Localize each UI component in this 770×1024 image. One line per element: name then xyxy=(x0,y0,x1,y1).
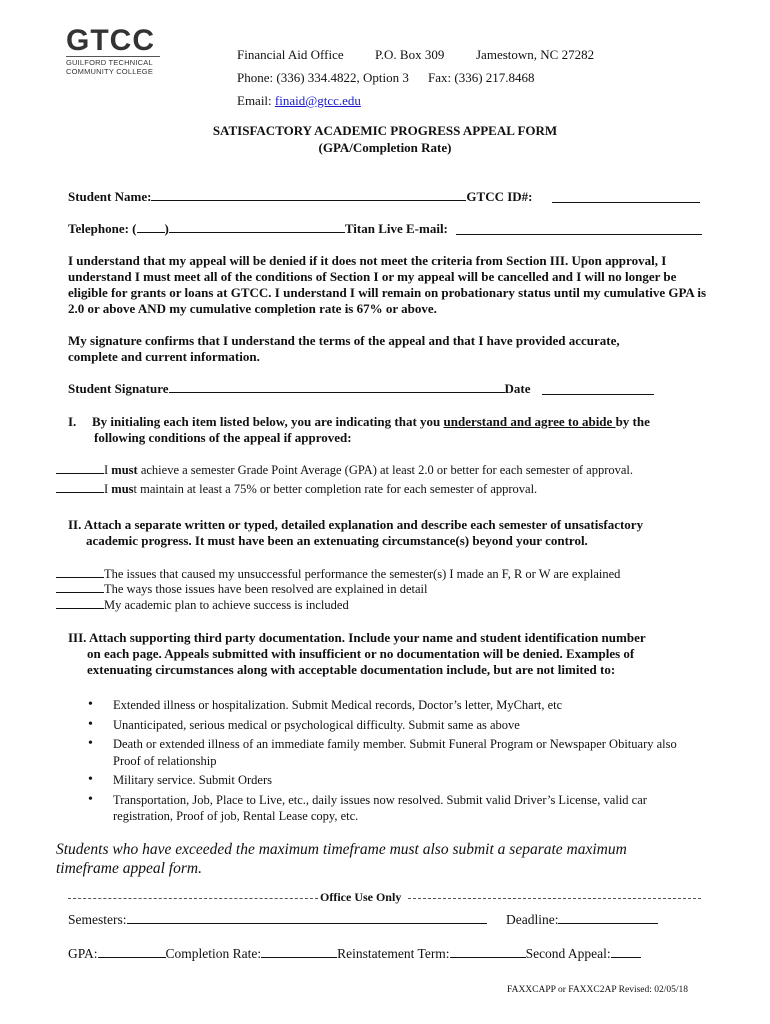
section1-intro-underlined: understand and agree to abide xyxy=(443,414,616,429)
list-item: • Death or extended illness of an immediate family member. Submit Funeral Program or Newspaper Obituary also Proof of relationship xyxy=(88,736,700,769)
second-appeal-label: Second Appeal: xyxy=(525,946,611,961)
student-name-label: Student Name: xyxy=(68,189,152,204)
max-timeframe-note: Students who have exceeded the maximum timeframe must also submit a separate maximum timeframe appeal form. xyxy=(56,841,627,877)
section2-item-3: My academic plan to achieve success is included xyxy=(56,598,349,613)
section2-line2: academic progress. It must have been an extenuating circumstance(s) beyond your control. xyxy=(86,533,588,548)
list-item: • Transportation, Job, Place to Live, etc., daily issues now resolved. Submit valid Driver’s License, valid car registration, Proof of job, Rental Lease copy, etc. xyxy=(88,792,688,825)
titan-email-label: Titan Live E-mail: xyxy=(344,221,448,236)
logo-line2: COMMUNITY COLLEGE xyxy=(66,67,154,76)
semesters-field[interactable] xyxy=(127,911,487,924)
office-use-label: Office Use Only xyxy=(320,890,402,904)
completion-rate-field[interactable] xyxy=(261,945,337,958)
list-item: • Military service. Submit Orders xyxy=(88,772,728,789)
semesters-label: Semesters: xyxy=(68,912,127,927)
student-name-row xyxy=(68,189,533,205)
section1-intro xyxy=(92,414,650,430)
gpa-label: GPA: xyxy=(68,946,98,961)
divider-right xyxy=(408,898,701,899)
list-item: • Extended illness or hospitalization. Submit Medical records, Doctor’s letter, MyChart, etc xyxy=(88,697,728,714)
po-box: P.O. Box 309 xyxy=(375,47,445,62)
logo-rule xyxy=(66,56,160,57)
section3-line2: on each page. Appeals submitted with insufficient or no documentation will be denied. Examples of xyxy=(87,646,635,661)
section2-item-2: The ways those issues have been resolved are explained in detail xyxy=(56,582,428,597)
telephone-field[interactable] xyxy=(169,221,345,233)
gtcc-id-label: GTCC ID#: xyxy=(466,189,533,204)
section3-line1: III. Attach supporting third party documentation. Include your name and student identification number xyxy=(68,630,646,645)
understand-paragraph: I understand that my appeal will be denied if it does not meet the criteria from Section III. Upon approval, I understand I must meet all of the conditions of Section I or my appeal will be cancelled and I will no longer be eligible for grants or loans at GTCC. I understand I will remain on probationary status until my cumulative GPA is 2.0 or above AND my cumulative completion rate is 67% or above. xyxy=(68,253,707,316)
initial-field-resolved[interactable] xyxy=(56,582,104,593)
section1-intro-line2: following conditions of the appeal if approved: xyxy=(94,430,352,445)
signature-field[interactable] xyxy=(169,381,505,393)
phone-number: Phone: (336) 334.4822, Option 3 xyxy=(237,70,409,85)
date-field[interactable] xyxy=(542,383,654,395)
second-appeal-field[interactable] xyxy=(611,945,641,958)
initial-field-plan[interactable] xyxy=(56,598,104,609)
signature-row xyxy=(68,381,531,397)
signature-paragraph: My signature confirms that I understand the terms of the appeal and that I have provided accurate, complete and current information. xyxy=(68,333,620,364)
semesters-row xyxy=(68,911,487,928)
section1-item-completion: I must maintain at least a 75% or better completion rate for each semester of approval. xyxy=(56,482,537,497)
email-link[interactable]: finaid@gtcc.edu xyxy=(274,93,361,108)
city-address: Jamestown, NC 27282 xyxy=(476,47,595,62)
list-item: • Unanticipated, serious medical or psychological difficulty. Submit same as above xyxy=(88,717,728,734)
student-name-field[interactable] xyxy=(151,189,466,201)
section2-line1: II. Attach a separate written or typed, detailed explanation and describe each semester of unsatisfactory xyxy=(68,517,644,532)
deadline-label: Deadline: xyxy=(506,912,559,927)
date-label: Date xyxy=(504,381,531,396)
telephone-row xyxy=(68,221,448,237)
office-use-divider xyxy=(68,890,701,906)
divider-left xyxy=(68,898,318,899)
initial-field-completion[interactable] xyxy=(56,482,104,493)
initial-field-issues[interactable] xyxy=(56,567,104,578)
form-subtitle: (GPA/Completion Rate) xyxy=(318,140,452,155)
reinstatement-term-label: Reinstatement Term: xyxy=(337,946,450,961)
office-name: Financial Aid Office xyxy=(237,47,344,62)
section1-intro-a: By initialing each item listed below, you are indicating that you xyxy=(92,414,444,429)
form-title: SATISFACTORY ACADEMIC PROGRESS APPEAL FORM xyxy=(212,123,558,138)
revision-footer: FAXXCAPP or FAXXC2AP Revised: 02/05/18 xyxy=(507,985,689,995)
titan-email-field[interactable] xyxy=(456,223,702,235)
section1-intro-b: by the xyxy=(615,414,650,429)
reinstatement-term-field[interactable] xyxy=(450,945,526,958)
signature-label: Student Signature xyxy=(68,381,169,396)
area-code-field[interactable] xyxy=(137,221,165,233)
documentation-list xyxy=(88,697,728,828)
office-stats-row xyxy=(68,945,641,962)
section2-item-1: The issues that caused my unsuccessful performance the semester(s) I made an F, R or W are explained xyxy=(56,567,620,582)
gtcc-id-field[interactable] xyxy=(552,191,700,203)
section3-line3: extenuating circumstances along with acceptable documentation include, but are not limited to: xyxy=(87,662,616,677)
email-label: Email: xyxy=(237,93,275,108)
telephone-close: ) xyxy=(164,221,169,236)
section1-item-gpa: I must achieve a semester Grade Point Average (GPA) at least 2.0 or better for each semester of approval. xyxy=(56,463,633,478)
deadline-field[interactable] xyxy=(558,911,658,924)
logo-line1: GUILFORD TECHNICAL xyxy=(66,58,153,67)
initial-field-gpa[interactable] xyxy=(56,463,104,474)
email-line xyxy=(237,93,361,109)
gpa-field[interactable] xyxy=(98,945,166,958)
completion-rate-label: Completion Rate: xyxy=(165,946,262,961)
telephone-label: Telephone: ( xyxy=(68,221,137,236)
fax-number: Fax: (336) 217.8468 xyxy=(428,70,535,85)
gtcc-logo: GTCC xyxy=(66,24,155,57)
section1-numeral: I. xyxy=(68,414,77,429)
deadline-row xyxy=(506,911,658,928)
